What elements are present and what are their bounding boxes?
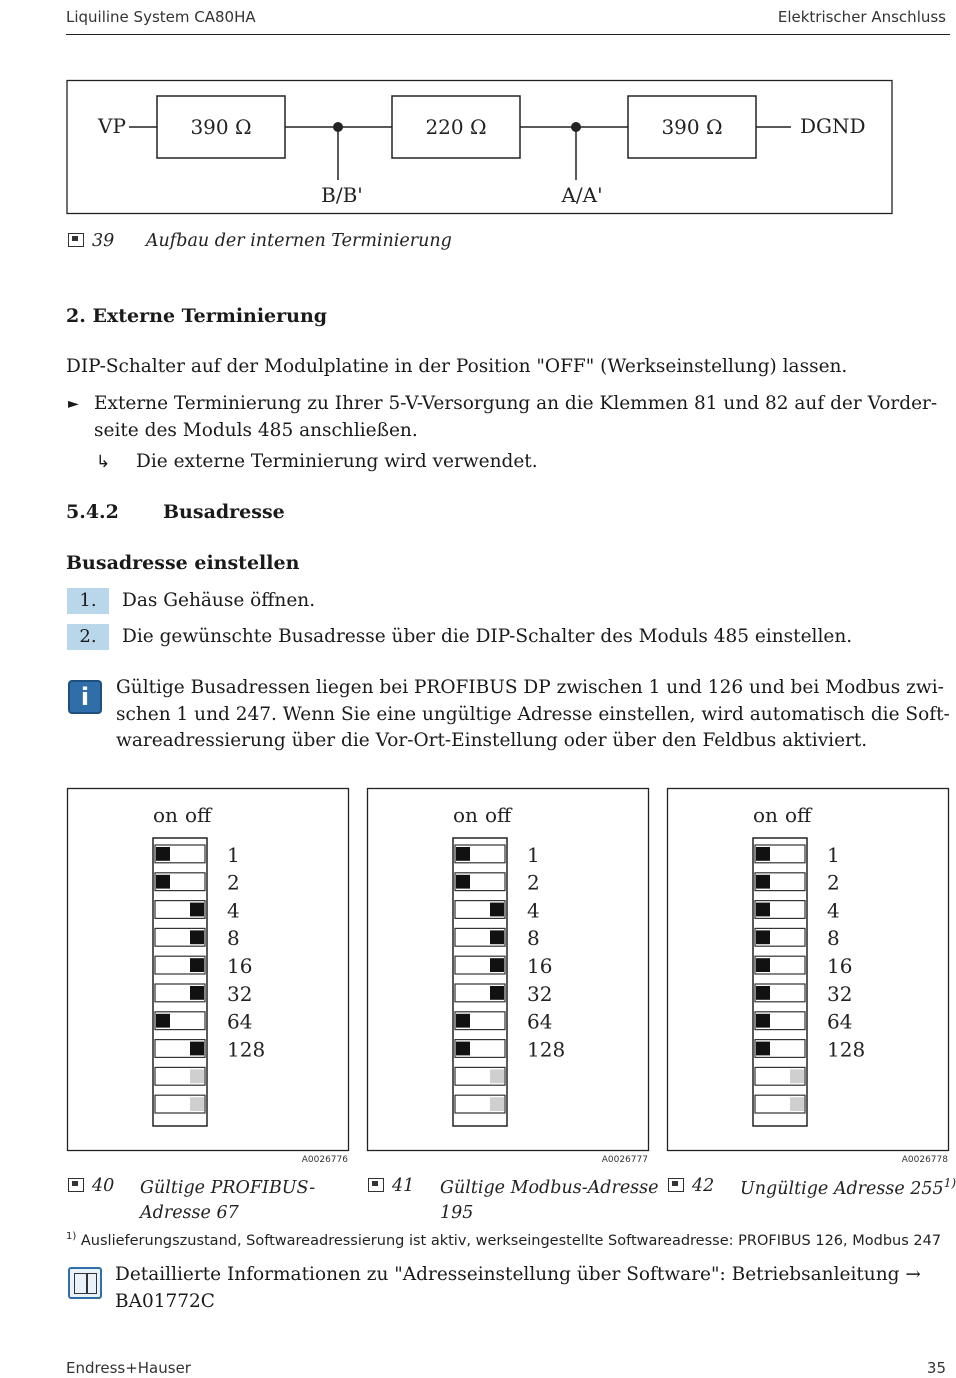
caption-line: Ungültige Adresse 255 <box>740 1178 944 1199</box>
dip-off-label: off <box>185 803 212 827</box>
book-icon <box>68 1267 102 1299</box>
dip-switch-knob <box>756 1014 770 1028</box>
dip-switch-knob <box>756 903 770 917</box>
figure-41-text <box>440 1176 659 1226</box>
figure-icon <box>68 233 84 247</box>
docref-line-1: Detaillierte Informationen zu "Adresseinstellung über Software": Betriebsanleitung → <box>115 1264 921 1285</box>
footnote-text: Auslieferungszustand, Softwareadressierung ist aktiv, werkseingestellte Softwareadresse: PROFIBUS 126, Modbus 247 <box>80 1232 942 1249</box>
dip-switch-knob <box>490 930 504 944</box>
dgnd-label: DGND <box>800 114 866 138</box>
dip-bit-value: 4 <box>227 898 240 923</box>
dip-switch-knob-unused <box>790 1069 804 1083</box>
header-title: Liquiline System CA80HA <box>66 8 256 26</box>
resistor-2-label: 220 Ω <box>425 115 487 139</box>
figure-number: 41 <box>392 1176 415 1196</box>
caption-line: 195 <box>440 1203 474 1223</box>
circuit-frame <box>67 81 892 214</box>
dip-bit-value: 32 <box>827 981 853 1006</box>
vp-label: VP <box>98 114 126 138</box>
dip-bit-value: 2 <box>227 870 240 895</box>
footnote-ref: 1) <box>943 1176 956 1190</box>
dip-switch-knob <box>190 903 204 917</box>
bullet-arrow: ► <box>68 396 79 412</box>
section-heading-external: 2. Externe Terminierung <box>66 305 328 327</box>
header-section: Elektrischer Anschluss <box>777 8 946 26</box>
dip-switch-knob <box>456 847 470 861</box>
dip-switch-knob <box>190 930 204 944</box>
dip-switch-knob <box>490 958 504 972</box>
figure-code: A0026778 <box>901 1155 948 1165</box>
dip-switch-knob <box>756 958 770 972</box>
info-line-3: wareadressierung über die Vor-Ort-Einstellung oder über den Feldbus aktiviert. <box>116 730 868 751</box>
figure-number: 39 <box>92 231 115 251</box>
caption-line: Adresse 67 <box>140 1203 239 1223</box>
dip-bit-value: 2 <box>527 870 540 895</box>
section-heading-busadresse: Busadresse <box>163 501 285 523</box>
dip-switch-knob-unused <box>790 1097 804 1111</box>
footer-brand: Endress+Hauser <box>66 1359 191 1377</box>
bullet-line-1: Externe Terminierung zu Ihrer 5-V-Versorgung an die Klemmen 81 und 82 auf der Vorder- <box>94 393 938 414</box>
figure-code: A0026777 <box>601 1155 648 1165</box>
dip-switch-figures <box>0 780 950 1170</box>
dip-switch-knob <box>756 986 770 1000</box>
dip-bit-value: 4 <box>827 898 840 923</box>
dip-bit-value: 1 <box>827 842 840 867</box>
dip-bit-value: 64 <box>527 1009 553 1034</box>
dip-switch-knob <box>156 1014 170 1028</box>
dip-off-label: off <box>785 803 812 827</box>
dip-switch-knob-unused <box>490 1069 504 1083</box>
tap-a-label: A/A' <box>561 183 603 207</box>
resistor-3-label: 390 Ω <box>661 115 723 139</box>
dip-switch-knob <box>756 930 770 944</box>
figure-caption-text: Aufbau der internen Terminierung <box>145 231 452 251</box>
figure-number: 40 <box>92 1176 115 1196</box>
caption-line: Gültige Modbus-Adresse <box>440 1178 659 1198</box>
dip-bit-value: 4 <box>527 898 540 923</box>
resistor-1-label: 390 Ω <box>190 115 252 139</box>
dip-switch-knob <box>156 847 170 861</box>
figure-42-caption <box>668 1176 714 1196</box>
paragraph-dip: DIP-Schalter auf der Modulplatine in der Position "OFF" (Werkseinstellung) lassen. <box>66 356 848 377</box>
dip-bit-value: 16 <box>827 954 853 978</box>
footnote <box>66 1231 941 1249</box>
step-1-text: Das Gehäuse öffnen. <box>122 590 316 611</box>
figure-40-text <box>140 1176 315 1226</box>
dip-switch-knob <box>190 986 204 1000</box>
caption-line: Gültige PROFIBUS- <box>140 1178 316 1198</box>
dip-switch-knob <box>756 1042 770 1056</box>
header-rule <box>66 34 950 35</box>
dip-bit-value: 64 <box>227 1009 253 1034</box>
section-number: 5.4.2 <box>66 501 119 523</box>
figure-icon <box>68 1178 84 1192</box>
step-1 <box>67 588 109 614</box>
dip-on-label: on <box>753 803 778 827</box>
tap-b-label: B/B' <box>321 183 363 207</box>
dip-switch-knob <box>756 875 770 889</box>
dip-figure-frame <box>368 789 649 1151</box>
dip-bit-value: 128 <box>527 1037 566 1062</box>
dip-bit-value: 128 <box>227 1037 266 1062</box>
figure-number: 42 <box>692 1176 715 1196</box>
figure-41-caption <box>368 1176 414 1196</box>
info-line-2: schen 1 und 247. Wenn Sie eine ungültige Adresse einstellen, wird automatisch die Soft- <box>116 704 950 725</box>
dip-bit-value: 16 <box>227 954 253 978</box>
figure-code: A0026776 <box>301 1155 348 1165</box>
dip-switch-knob-unused <box>190 1069 204 1083</box>
result-arrow: ↳ <box>96 452 111 472</box>
dip-bit-value: 128 <box>827 1037 866 1062</box>
dip-bit-value: 1 <box>227 842 240 867</box>
dip-figure-frame <box>68 789 349 1151</box>
dip-switch-knob <box>156 875 170 889</box>
subheading-busadresse-einstellen: Busadresse einstellen <box>66 552 300 574</box>
dip-switch-knob <box>190 958 204 972</box>
dip-bit-value: 32 <box>527 981 553 1006</box>
dip-bit-value: 2 <box>827 870 840 895</box>
step-2-text: Die gewünschte Busadresse über die DIP-Schalter des Moduls 485 einstellen. <box>122 626 853 647</box>
dip-switch-knob <box>190 1042 204 1056</box>
dip-bit-value: 32 <box>227 981 253 1006</box>
dip-switch-knob <box>490 903 504 917</box>
dip-switch-knob <box>490 986 504 1000</box>
info-line-1: Gültige Busadressen liegen bei PROFIBUS DP zwischen 1 und 126 und bei Modbus zwi- <box>116 677 944 698</box>
docref-line-2: BA01772C <box>115 1291 215 1312</box>
dip-switch-knob <box>756 847 770 861</box>
termination-circuit <box>66 80 894 215</box>
info-icon: i <box>68 680 102 714</box>
figure-40-caption <box>68 1176 114 1196</box>
dip-switch-knob <box>456 1042 470 1056</box>
footnote-mark: 1) <box>66 1231 77 1242</box>
dip-bit-value: 1 <box>527 842 540 867</box>
dip-switch-knob <box>456 875 470 889</box>
figure-39-caption <box>68 231 452 251</box>
dip-on-label: on <box>453 803 478 827</box>
dip-figure-frame <box>668 789 949 1151</box>
figure-42-text <box>740 1176 956 1199</box>
dip-on-label: on <box>153 803 178 827</box>
bullet-line-2: seite des Moduls 485 anschließen. <box>94 420 418 441</box>
step-number: 2. <box>67 624 109 650</box>
dip-switch-knob-unused <box>490 1097 504 1111</box>
dip-switch-knob <box>456 1014 470 1028</box>
step-number: 1. <box>67 588 109 614</box>
figure-icon <box>368 1178 384 1192</box>
dip-bit-value: 64 <box>827 1009 853 1034</box>
step-2 <box>67 624 109 650</box>
dip-bit-value: 8 <box>827 926 840 951</box>
dip-bit-value: 16 <box>527 954 553 978</box>
dip-bit-value: 8 <box>227 926 240 951</box>
dip-bit-value: 8 <box>527 926 540 951</box>
figure-icon <box>668 1178 684 1192</box>
dip-off-label: off <box>485 803 512 827</box>
result-text: Die externe Terminierung wird verwendet. <box>136 451 538 472</box>
dip-switch-knob-unused <box>190 1097 204 1111</box>
footer-page-number: 35 <box>926 1359 946 1377</box>
